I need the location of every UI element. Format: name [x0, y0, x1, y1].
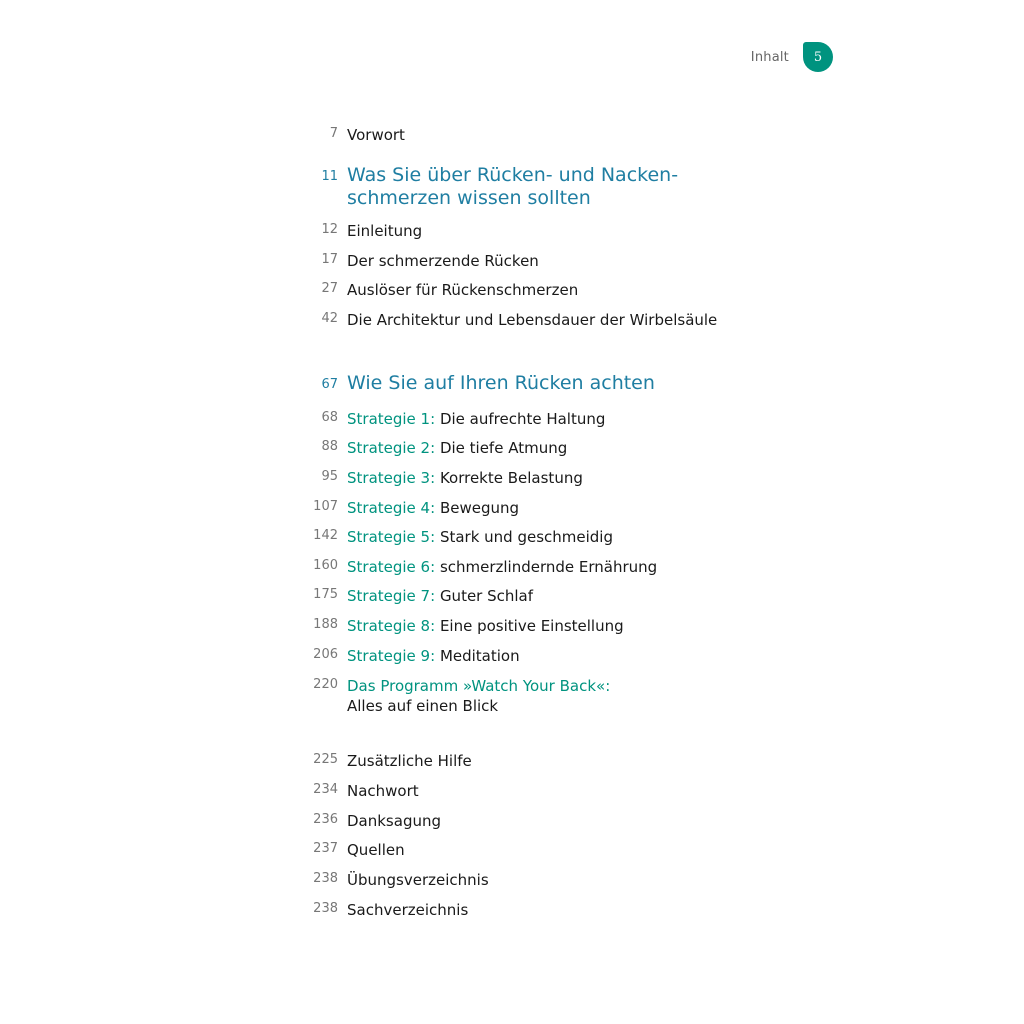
- section-label: Inhalt: [750, 49, 789, 65]
- entry-title: Die Architektur und Lebensdauer der Wirbelsäule: [347, 311, 718, 329]
- entry-title: Korrekte Belastung: [439, 469, 583, 487]
- page-number: 238: [313, 901, 338, 916]
- page-number: 225: [313, 752, 338, 767]
- entry-title: Meditation: [439, 647, 520, 665]
- page-number: 42: [321, 311, 338, 326]
- page-number: 27: [321, 281, 338, 296]
- entry-title: Sachverzeichnis: [347, 901, 469, 919]
- page-number: 238: [313, 871, 338, 886]
- entry-title: Nachwort: [347, 782, 419, 800]
- page-number: 95: [321, 469, 338, 484]
- section-title-line1: Was Sie über Rücken- und Nacken-: [347, 164, 679, 186]
- strategy-label: Strategie 9:: [347, 647, 436, 665]
- strategy-label: Strategie 5:: [347, 528, 436, 546]
- entry-title: Quellen: [347, 841, 405, 859]
- page-number: 88: [321, 439, 338, 454]
- strategy-label: Strategie 6:: [347, 558, 436, 576]
- page-number: 68: [321, 410, 338, 425]
- section-title: Wie Sie auf Ihren Rücken achten: [347, 372, 655, 394]
- page-number: 17: [321, 252, 338, 267]
- strategy-label: Strategie 2:: [347, 439, 436, 457]
- page-number: 11: [321, 169, 338, 184]
- entry-title: Zusätzliche Hilfe: [347, 752, 472, 770]
- entry-title: Eine positive Einstellung: [439, 617, 624, 635]
- entry-title: Vorwort: [347, 126, 405, 144]
- page-number: 67: [321, 377, 338, 392]
- page-number: 7: [329, 126, 338, 141]
- entry-title: Danksagung: [347, 812, 441, 830]
- entry-title: Die tiefe Atmung: [439, 439, 568, 457]
- strategy-label: Strategie 1:: [347, 410, 436, 428]
- page-number: 236: [313, 812, 338, 827]
- strategy-label: Strategie 4:: [347, 499, 436, 517]
- page-number: 188: [313, 617, 338, 632]
- section-title-line2: schmerzen wissen sollten: [347, 187, 591, 209]
- entry-title: Die aufrechte Haltung: [439, 410, 606, 428]
- entry-title: Auslöser für Rückenschmerzen: [347, 281, 579, 299]
- entry-title: Der schmerzende Rücken: [347, 252, 539, 270]
- page-number: 237: [313, 841, 338, 856]
- page-number: 12: [321, 222, 338, 237]
- page-number: 206: [313, 647, 338, 662]
- page-number: 107: [313, 499, 338, 514]
- strategy-label: Strategie 3:: [347, 469, 436, 487]
- page-number: 234: [313, 782, 338, 797]
- entry-title: schmerzlindernde Ernährung: [439, 558, 658, 576]
- entry-title: Übungsverzeichnis: [347, 871, 489, 889]
- entry-title: Stark und geschmeidig: [439, 528, 613, 546]
- strategy-label: Strategie 8:: [347, 617, 436, 635]
- page-number: 175: [313, 587, 338, 602]
- program-title: Das Programm »Watch Your Back«:: [347, 677, 611, 695]
- page-number-badge: 5: [803, 42, 833, 72]
- page-number: 220: [313, 677, 338, 692]
- entry-title: Bewegung: [439, 499, 520, 517]
- program-subtitle: Alles auf einen Blick: [347, 697, 499, 715]
- page-number: 160: [313, 558, 338, 573]
- entry-title: Guter Schlaf: [439, 587, 534, 605]
- page-number: 142: [313, 528, 338, 543]
- entry-title: Einleitung: [347, 222, 423, 240]
- strategy-label: Strategie 7:: [347, 587, 436, 605]
